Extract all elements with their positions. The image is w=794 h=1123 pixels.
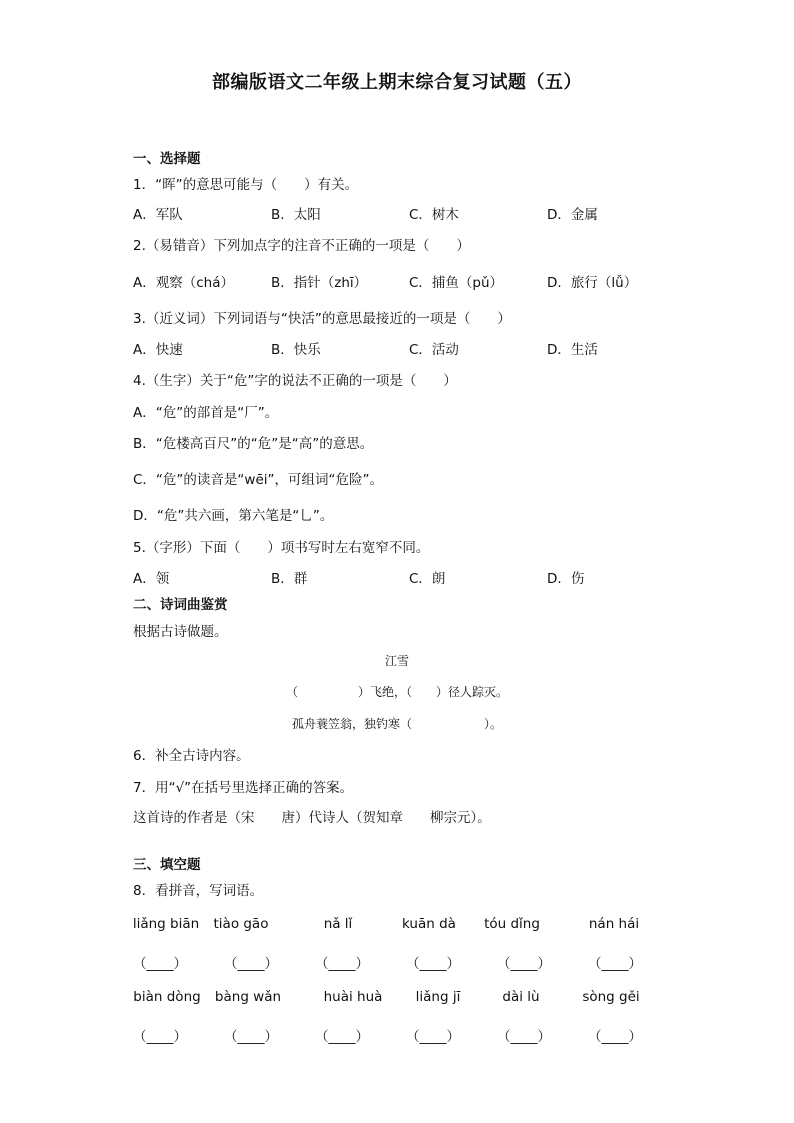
answer-blank[interactable]: （____） (315, 1029, 369, 1045)
q4-option-b[interactable]: B．“危楼高百尺”的“危”是“高”的意思。 (133, 436, 374, 452)
q4-option-d[interactable]: D．“危”共六画，第六笔是“乚”。 (133, 508, 334, 524)
q2-option-c[interactable]: C．捕鱼（pǔ） (409, 275, 504, 291)
pinyin-item: tiào gāo (213, 916, 269, 932)
q5-option-c[interactable]: C．朗 (409, 571, 446, 587)
pinyin-item: sòng gěi (582, 989, 640, 1005)
pinyin-item: liǎng biān (132, 916, 200, 932)
answer-blank[interactable]: （____） (406, 1029, 460, 1045)
question-5-stem: 5.（字形）下面（ ）项书写时左右宽窄不同。 (133, 540, 430, 556)
poem-title: 江雪 (384, 654, 409, 668)
pinyin-item: liǎng jī (415, 989, 461, 1005)
pinyin-item: biàn dòng (133, 989, 201, 1005)
question-3-stem: 3.（近义词）下列词语与“快活”的意思最接近的一项是（ ） (133, 311, 511, 327)
section-heading-fill: 三、填空题 (133, 857, 201, 873)
q2-option-a[interactable]: A．观察（chá） (133, 275, 234, 291)
question-7-text: 这首诗的作者是（宋 唐）代诗人（贺知章 柳宗元）。 (133, 810, 491, 826)
q5-option-d[interactable]: D．伤 (547, 571, 585, 587)
question-4-stem: 4.（生字）关于“危”字的说法不正确的一项是（ ） (133, 373, 457, 389)
answer-blank[interactable]: （____） (497, 956, 551, 972)
q1-option-a[interactable]: A．军队 (133, 207, 183, 223)
q3-option-a[interactable]: A．快速 (133, 342, 183, 358)
q5-option-a[interactable]: A．领 (133, 571, 170, 587)
section-heading-poetry: 二、诗词曲鉴赏 (133, 597, 228, 613)
q1-option-d[interactable]: D．金属 (547, 207, 598, 223)
answer-blank[interactable]: （____） (133, 1029, 187, 1045)
answer-blank[interactable]: （____） (497, 1029, 551, 1045)
poem-instruction: 根据古诗做题。 (133, 624, 228, 640)
q5-option-b[interactable]: B．群 (271, 571, 308, 587)
q3-option-c[interactable]: C．活动 (409, 342, 459, 358)
q3-option-b[interactable]: B．快乐 (271, 342, 321, 358)
pinyin-item: nán hái (588, 916, 640, 932)
pinyin-item: tóu dǐng (484, 916, 540, 932)
q3-option-d[interactable]: D．生活 (547, 342, 598, 358)
pinyin-item: bàng wǎn (214, 989, 282, 1005)
question-1-stem: 1．“晖”的意思可能与（ ）有关。 (133, 177, 359, 193)
q4-option-a[interactable]: A．“危”的部首是“厂”。 (133, 405, 279, 421)
poem-line-1: （ ）飞绝，（ ）径人踪灭。 (285, 685, 508, 699)
answer-blank[interactable]: （____） (588, 1029, 642, 1045)
pinyin-item: nǎ lǐ (323, 916, 353, 932)
section-heading-choice: 一、选择题 (133, 151, 201, 167)
question-6-stem: 6．补全古诗内容。 (133, 748, 250, 764)
answer-blank[interactable]: （____） (133, 956, 187, 972)
answer-blank[interactable]: （____） (224, 1029, 278, 1045)
pinyin-item: huài huà (323, 989, 383, 1005)
answer-blank[interactable]: （____） (588, 956, 642, 972)
answer-blank[interactable]: （____） (315, 956, 369, 972)
q2-option-b[interactable]: B．指针（zhī） (271, 275, 368, 291)
page-title: 部编版语文二年级上期末综合复习试题（五） (212, 72, 582, 93)
answer-blank[interactable]: （____） (224, 956, 278, 972)
pinyin-item: dài lù (502, 989, 540, 1005)
q2-option-d[interactable]: D．旅行（lǚ） (547, 275, 638, 291)
q1-option-b[interactable]: B．太阳 (271, 207, 321, 223)
question-8-stem: 8．看拼音，写词语。 (133, 883, 264, 899)
answer-blank[interactable]: （____） (406, 956, 460, 972)
question-7-stem: 7．用“√”在括号里选择正确的答案。 (133, 780, 354, 796)
q1-option-c[interactable]: C．树木 (409, 207, 459, 223)
question-2-stem: 2.（易错音）下列加点字的注音不正确的一项是（ ） (133, 238, 470, 254)
pinyin-item: kuān dà (402, 916, 456, 932)
q4-option-c[interactable]: C．“危”的读音是“wēi”，可组词“危险”。 (133, 472, 383, 488)
poem-line-2: 孤舟蓑笠翁，独钓寒（ ）。 (291, 717, 502, 731)
